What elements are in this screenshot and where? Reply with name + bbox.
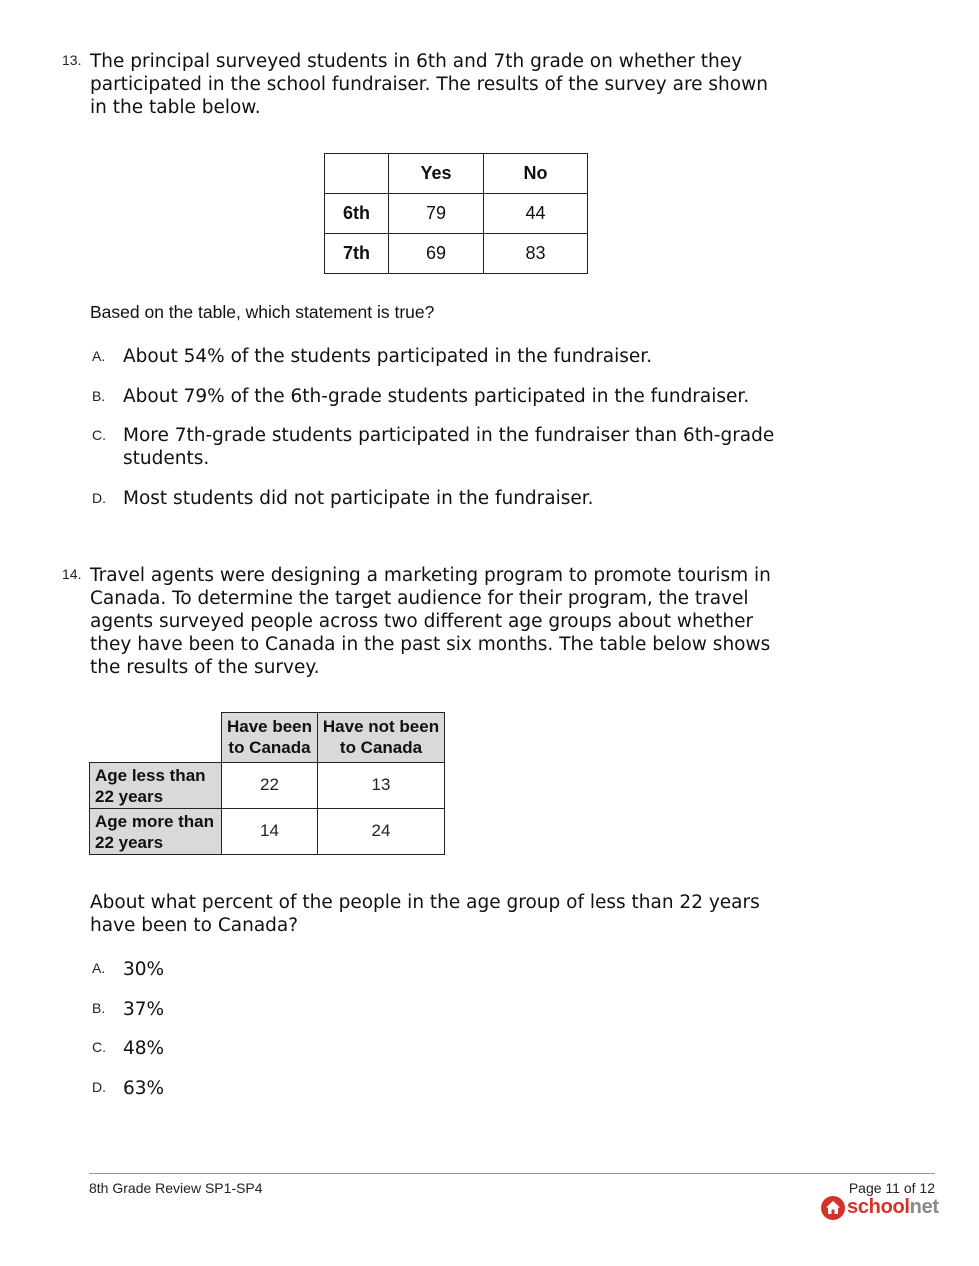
row-header: 7th — [325, 234, 389, 274]
row-header-line: 22 years — [95, 787, 164, 806]
table-cell: 24 — [317, 808, 445, 855]
column-header-not-been — [317, 712, 445, 763]
page-number: Page 11 of 12 — [848, 1180, 935, 1196]
question-stem — [90, 50, 768, 119]
row-header — [89, 808, 222, 855]
question-number: 13. — [62, 52, 82, 68]
option-text — [123, 424, 774, 470]
row-header-line: Age more than — [95, 812, 215, 831]
option-text: 48% — [123, 1038, 165, 1059]
table-cell: 44 — [484, 194, 588, 234]
table-row — [325, 234, 588, 274]
option-text: 63% — [123, 1078, 165, 1099]
option-letter: C. — [92, 427, 106, 443]
column-header-been — [221, 712, 318, 763]
option-letter: C. — [92, 1039, 106, 1055]
stem-line: agents surveyed people across two different age groups about whether — [90, 611, 754, 632]
option-text: About 79% of the 6th-grade students participated in the fundraiser. — [123, 386, 750, 407]
prompt-line: About what percent of the people in the age group of less than 22 years — [90, 892, 760, 913]
option-text: 30% — [123, 959, 165, 980]
stem-line: the results of the survey. — [90, 657, 320, 678]
table-header-row — [325, 154, 588, 194]
header-line: to Canada — [228, 738, 311, 757]
option-letter: A. — [92, 960, 106, 976]
footer-title: 8th Grade Review SP1-SP4 — [89, 1180, 263, 1196]
question-prompt: Based on the table, which statement is true? — [90, 302, 435, 322]
stem-line: they have been to Canada in the past six months. The table below shows — [90, 634, 771, 655]
column-header-yes: Yes — [389, 154, 484, 194]
table-cell: 83 — [484, 234, 588, 274]
footer-divider — [89, 1173, 935, 1174]
header-line: to Canada — [339, 738, 423, 757]
prompt-line: have been to Canada? — [90, 915, 299, 936]
header-line: Have not been — [322, 717, 440, 736]
table-cell: 22 — [221, 762, 318, 809]
stem-line: participated in the school fundraiser. The results of the survey are shown — [90, 74, 768, 95]
option-letter: A. — [92, 348, 106, 364]
house-icon — [820, 1195, 846, 1221]
question-stem — [90, 564, 771, 679]
question-number: 14. — [62, 566, 82, 582]
logo-text — [847, 1196, 939, 1219]
option-letter: D. — [92, 490, 106, 506]
option-letter: B. — [92, 1000, 106, 1016]
stem-line: Canada. To determine the target audience for their program, the travel — [90, 588, 749, 609]
option-letter: D. — [92, 1079, 106, 1095]
table-cell: 13 — [317, 762, 445, 809]
logo-text-school: school — [847, 1196, 910, 1218]
row-header-line: 22 years — [95, 833, 164, 852]
option-line: More 7th-grade students participated in the fundraiser than 6th-grade — [123, 425, 775, 446]
option-letter: B. — [92, 388, 106, 404]
row-header: 6th — [325, 194, 389, 234]
table-cell: 14 — [221, 808, 318, 855]
stem-line: Travel agents were designing a marketing program to promote tourism in — [90, 565, 771, 586]
row-header-line: Age less than — [95, 766, 206, 785]
option-line: students. — [123, 448, 210, 469]
row-header — [89, 762, 222, 809]
header-line: Have been — [226, 717, 313, 736]
table-cell: 69 — [389, 234, 484, 274]
survey-table-grade — [324, 153, 588, 274]
table-cell: 79 — [389, 194, 484, 234]
question-prompt — [90, 891, 760, 937]
stem-line: The principal surveyed students in 6th and 7th grade on whether they — [90, 51, 743, 72]
logo-text-net: net — [909, 1196, 939, 1218]
option-text: 37% — [123, 999, 165, 1020]
table-row — [325, 194, 588, 234]
option-text: About 54% of the students participated in the fundraiser. — [123, 346, 653, 367]
option-text: Most students did not participate in the fundraiser. — [123, 488, 594, 509]
stem-line: in the table below. — [90, 97, 261, 118]
column-header-no: No — [484, 154, 588, 194]
table-corner-cell — [325, 154, 389, 194]
